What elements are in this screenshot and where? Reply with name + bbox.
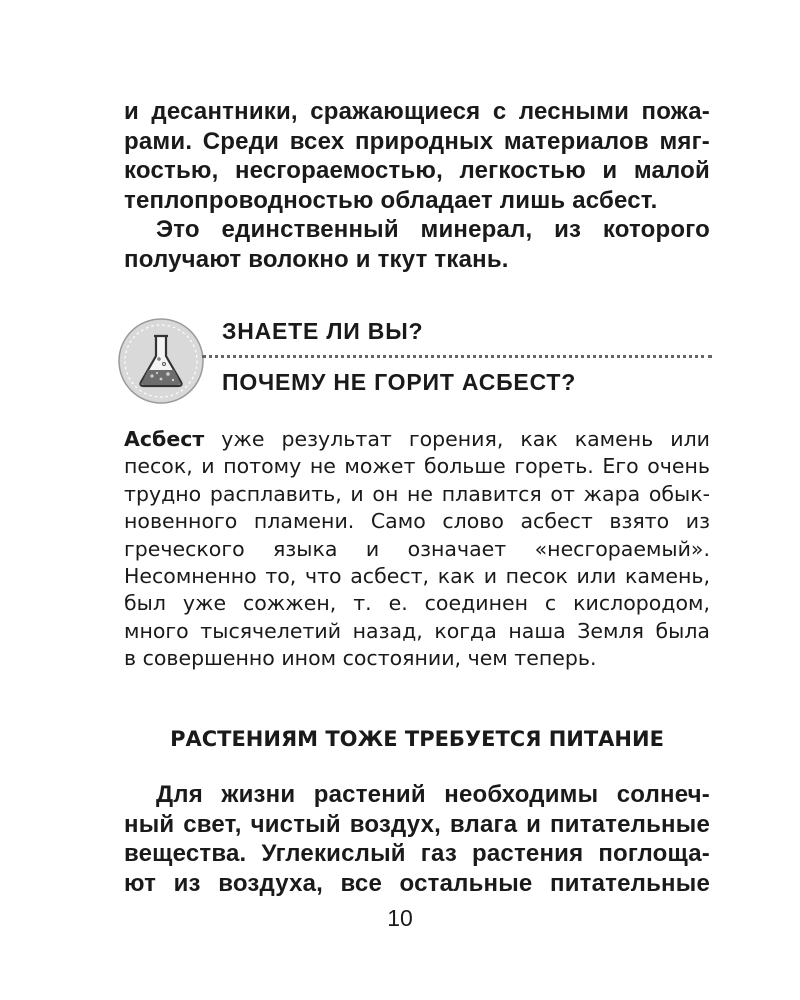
text-line: теплопроводностью обладает лишь асбест. [124,186,658,214]
text-line: ют из воздуха, все остальные питательные [124,869,710,897]
text-line: вещества. Углекислый газ растения поглоща- [124,840,710,867]
flask-icon [118,318,204,404]
did-you-know-title: ЗНАЕТЕ ЛИ ВЫ? [222,318,424,344]
text-line: и десантники, сражающиеся с лесными пожа- [124,98,710,125]
text-line: в совершенно ином состоянии, чем теперь. [124,646,597,671]
page-number: 10 [387,905,413,931]
text-line: трудно расплавить, и он не плавится от жара обык- [124,481,710,506]
text-line: Несомненно то, что асбест, как и песок или камень, [124,564,710,589]
text-line: Для жизни растений необходимы солнеч- [156,781,710,808]
text-line: греческого языка и означает «несгораемый». [124,536,710,561]
text-line: много тысячелетий назад, когда наша Земля была [124,618,710,643]
plants-paragraph [124,780,710,898]
did-you-know-block [118,318,712,400]
text-line: получают волокно и ткут ткань. [124,245,509,273]
text-line [124,426,710,453]
intro-paragraph [124,97,710,274]
text-line: был уже сожжен, т. е. соединен с кислородом, [124,591,710,616]
answer-paragraph [124,426,710,673]
question-heading: ПОЧЕМУ НЕ ГОРИТ АСБЕСТ? [222,369,577,395]
term-asbestos: Асбест [124,427,205,451]
text-fragment: уже результат горения, как камень или [204,427,710,451]
text-line: Это единственный минерал, из которого [156,216,710,243]
text-line: костью, несгораемостью, легкостью и малой [124,157,710,184]
dotted-divider [202,355,712,358]
section-heading: РАСТЕНИЯМ ТОЖЕ ТРЕБУЕТСЯ ПИТАНИЕ [170,727,664,751]
text-line: рами. Среди всех природных материалов мяг- [124,127,710,155]
text-line: песок, и потому не может больше гореть. Его очень [124,454,710,479]
text-line: ный свет, чистый воздух, влага и питательные [124,810,710,838]
text-line: новенного пламени. Само слово асбест взято из [124,509,710,534]
